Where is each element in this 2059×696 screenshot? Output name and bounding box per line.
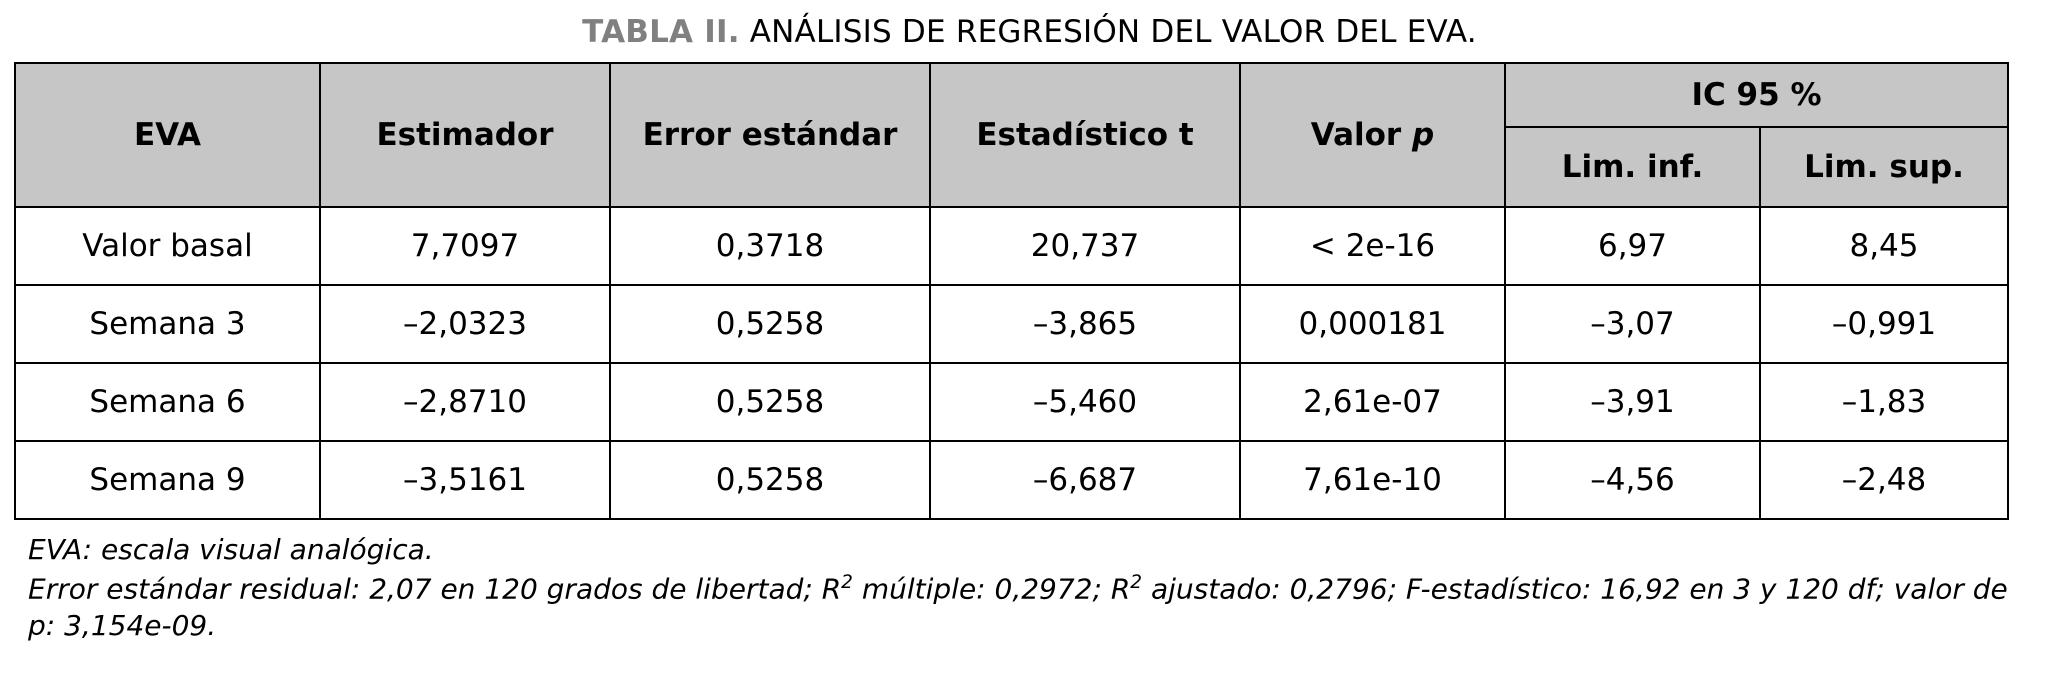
column-header-p-value xyxy=(1240,63,1505,207)
footnote-superscript-2: 2 xyxy=(1130,571,1143,593)
footnote-statistics xyxy=(28,571,2033,645)
cell-t-stat: –5,460 xyxy=(930,363,1240,441)
cell-estimator: –2,0323 xyxy=(320,285,610,363)
column-header-t-stat: Estadístico t xyxy=(930,63,1240,207)
cell-p-value: 2,61e-07 xyxy=(1240,363,1505,441)
column-header-ci-group: IC 95 % xyxy=(1505,63,2008,127)
row-label: Semana 3 xyxy=(15,285,320,363)
cell-t-stat: –6,687 xyxy=(930,441,1240,519)
cell-ci-upper: –2,48 xyxy=(1760,441,2008,519)
cell-p-value: 7,61e-10 xyxy=(1240,441,1505,519)
cell-t-stat: 20,737 xyxy=(930,207,1240,285)
column-header-std-error: Error estándar xyxy=(610,63,930,207)
footnote-abbreviation: EVA: escala visual analógica. xyxy=(28,533,434,566)
cell-estimator: –3,5161 xyxy=(320,441,610,519)
cell-ci-lower: –3,91 xyxy=(1505,363,1760,441)
table-caption-label: TABLA II. xyxy=(582,14,740,50)
cell-std-error: 0,3718 xyxy=(610,207,930,285)
column-header-eva: EVA xyxy=(15,63,320,207)
footnote-part-3: ajustado: 0,2796; F-estadístico: 16,92 en 3 y 120 df; valor de p: 3,154e-09. xyxy=(28,572,2008,643)
table-footnotes xyxy=(28,532,2033,645)
table-caption-text: ANÁLISIS DE REGRESIÓN DEL VALOR DEL EVA. xyxy=(749,14,1477,50)
cell-ci-lower: 6,97 xyxy=(1505,207,1760,285)
table-row xyxy=(15,285,2008,363)
cell-p-value: < 2e-16 xyxy=(1240,207,1505,285)
footnote-superscript-1: 2 xyxy=(841,571,853,593)
cell-estimator: –2,8710 xyxy=(320,363,610,441)
cell-ci-lower: –3,07 xyxy=(1505,285,1760,363)
row-label: Valor basal xyxy=(15,207,320,285)
cell-std-error: 0,5258 xyxy=(610,285,930,363)
table-caption xyxy=(0,0,2059,62)
row-label: Semana 9 xyxy=(15,441,320,519)
cell-estimator: 7,7097 xyxy=(320,207,610,285)
regression-table xyxy=(14,62,2009,520)
table-row xyxy=(15,363,2008,441)
table-row xyxy=(15,441,2008,519)
table-row xyxy=(15,207,2008,285)
footnote-part-2: múltiple: 0,2972; R xyxy=(852,572,1131,606)
cell-ci-upper: –0,991 xyxy=(1760,285,2008,363)
cell-std-error: 0,5258 xyxy=(610,363,930,441)
cell-ci-upper: 8,45 xyxy=(1760,207,2008,285)
column-header-ci-lower: Lim. inf. xyxy=(1505,127,1760,207)
footnote-part-1: Error estándar residual: 2,07 en 120 grados de libertad; R xyxy=(28,572,842,606)
cell-t-stat: –3,865 xyxy=(930,285,1240,363)
row-label: Semana 6 xyxy=(15,363,320,441)
cell-std-error: 0,5258 xyxy=(610,441,930,519)
header-row-primary xyxy=(15,63,2008,127)
cell-ci-upper: –1,83 xyxy=(1760,363,2008,441)
cell-ci-lower: –4,56 xyxy=(1505,441,1760,519)
p-value-symbol: p xyxy=(1412,117,1435,153)
cell-p-value: 0,000181 xyxy=(1240,285,1505,363)
column-header-ci-upper: Lim. sup. xyxy=(1760,127,2008,207)
table-body xyxy=(15,207,2008,519)
column-header-estimator: Estimador xyxy=(320,63,610,207)
p-value-prefix: Valor xyxy=(1310,117,1413,153)
table-header xyxy=(15,63,2008,207)
